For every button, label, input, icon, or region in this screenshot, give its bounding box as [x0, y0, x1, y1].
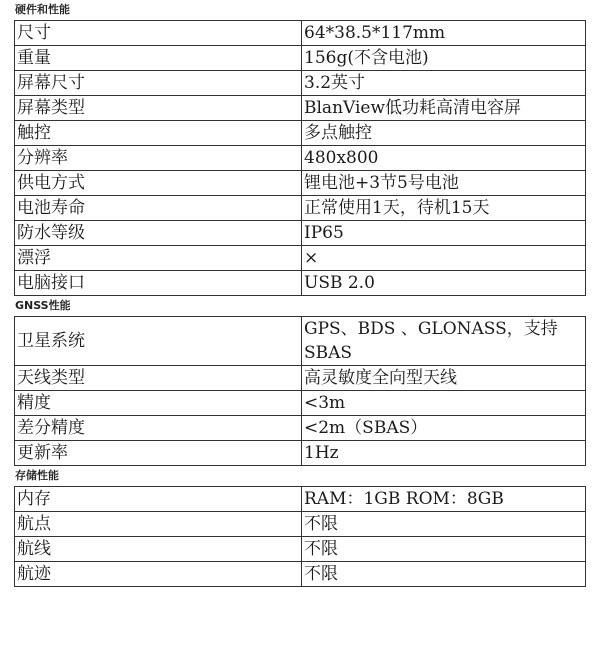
table-row [15, 246, 586, 271]
row-label: 内存 [15, 487, 302, 512]
row-value: IP65 [302, 221, 586, 246]
table-row [15, 441, 586, 466]
gnss-spec-table [14, 316, 586, 466]
row-value: USB 2.0 [302, 271, 586, 296]
table-row [15, 391, 586, 416]
row-value: 480x800 [302, 146, 586, 171]
table-row [15, 317, 586, 366]
table-row [15, 487, 586, 512]
storage-spec-table [14, 486, 586, 587]
table-row [15, 537, 586, 562]
row-label: 航点 [15, 512, 302, 537]
table-row [15, 271, 586, 296]
table-row [15, 46, 586, 71]
table-row [15, 146, 586, 171]
row-label: 重量 [15, 46, 302, 71]
row-label: 触控 [15, 121, 302, 146]
row-value: 1Hz [302, 441, 586, 466]
table-row [15, 416, 586, 441]
row-label: 航迹 [15, 562, 302, 587]
table-row [15, 196, 586, 221]
table-row [15, 71, 586, 96]
table-row [15, 512, 586, 537]
row-label: 供电方式 [15, 171, 302, 196]
row-value: 锂电池+3节5号电池 [302, 171, 586, 196]
row-label: 电池寿命 [15, 196, 302, 221]
row-label: 精度 [15, 391, 302, 416]
row-label: 差分精度 [15, 416, 302, 441]
row-label: 屏幕类型 [15, 96, 302, 121]
row-label: 天线类型 [15, 366, 302, 391]
row-value: RAM：1GB ROM：8GB [302, 487, 586, 512]
row-label: 漂浮 [15, 246, 302, 271]
table-row [15, 562, 586, 587]
row-value: × [302, 246, 586, 271]
row-value: 64*38.5*117mm [302, 21, 586, 46]
row-label: 防水等级 [15, 221, 302, 246]
row-value: <3m [302, 391, 586, 416]
section-title-gnss: GNSS性能 [15, 299, 71, 312]
row-value: GPS、BDS 、GLONASS，支持SBAS [302, 317, 586, 366]
row-value: 正常使用1天，待机15天 [302, 196, 586, 221]
row-value: 不限 [302, 562, 586, 587]
table-row [15, 96, 586, 121]
row-label: 卫星系统 [15, 317, 302, 366]
row-value: 不限 [302, 537, 586, 562]
row-value: 不限 [302, 512, 586, 537]
row-value: 3.2英寸 [302, 71, 586, 96]
row-label: 屏幕尺寸 [15, 71, 302, 96]
section-title-hardware: 硬件和性能 [15, 3, 70, 16]
row-label: 分辨率 [15, 146, 302, 171]
table-row [15, 221, 586, 246]
table-row [15, 366, 586, 391]
row-value: 高灵敏度全向型天线 [302, 366, 586, 391]
row-label: 尺寸 [15, 21, 302, 46]
row-label: 电脑接口 [15, 271, 302, 296]
row-value: 156g(不含电池) [302, 46, 586, 71]
row-label: 更新率 [15, 441, 302, 466]
table-row [15, 171, 586, 196]
hardware-spec-table [14, 20, 586, 296]
row-value: <2m（SBAS） [302, 416, 586, 441]
table-row [15, 21, 586, 46]
table-row [15, 121, 586, 146]
row-value: 多点触控 [302, 121, 586, 146]
section-title-storage: 存储性能 [15, 469, 59, 482]
row-label: 航线 [15, 537, 302, 562]
row-value: BlanView低功耗高清电容屏 [302, 96, 586, 121]
